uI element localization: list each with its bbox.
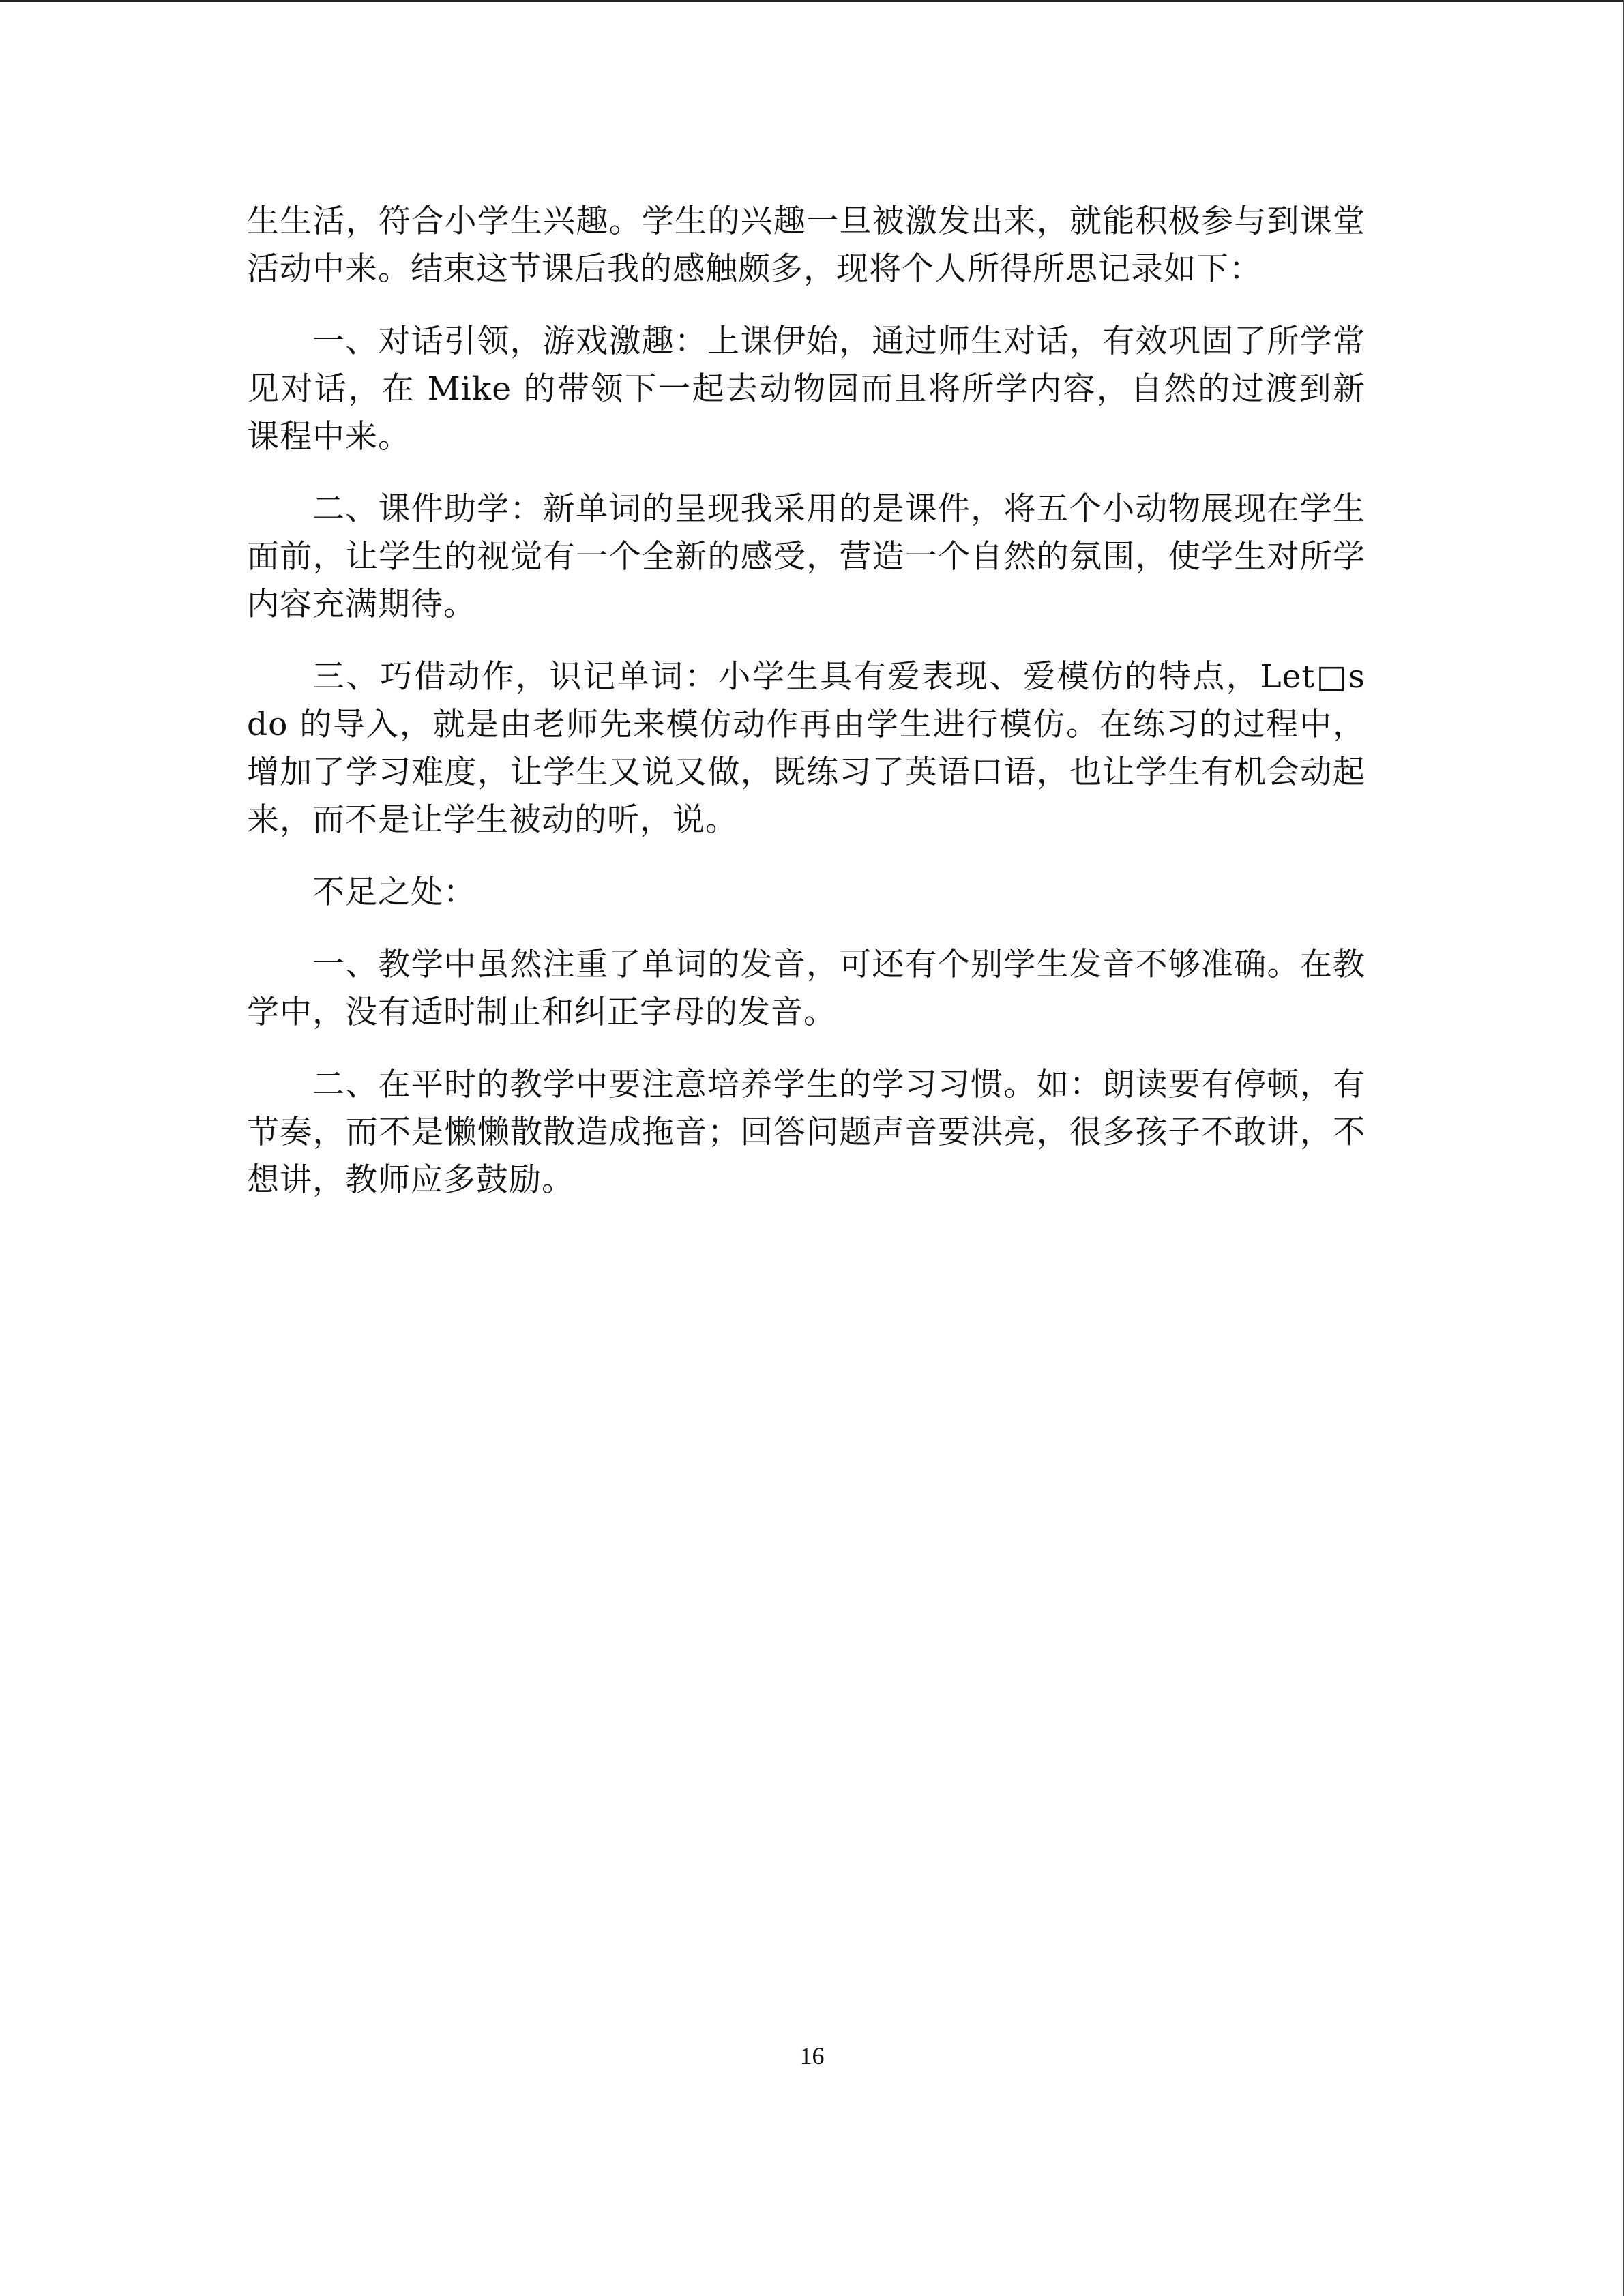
paragraph-courseware: 二、课件助学：新单词的呈现我采用的是课件，将五个小动物展现在学生面前，让学生的视觉有一个全新的感受，营造一个自然的氛围，使学生对所学内容充满期待。 [247, 490, 1365, 623]
top-border-line [0, 0, 1624, 2]
page-number: 16 [799, 2042, 825, 2070]
paragraph-dialogue-lead: 一、对话引领，游戏激趣：上课伊始，通过师生对话，有效巩固了所学常见对话，在 Mike 的带领下一起去动物园而且将所学内容，自然的过渡到新课程中来。 [247, 323, 1365, 456]
paragraph-continuation: 生生活，符合小学生兴趣。学生的兴趣一旦被激发出来，就能积极参与到课堂活动中来。结束这节课后我的感触颇多，现将个人所得所思记录如下： [247, 203, 1365, 288]
paragraph-actions-vocabulary: 三、巧借动作，识记单词：小学生具有爱表现、爱模仿的特点，Let□s do 的导入，就是由老师先来模仿动作再由学生进行模仿。在练习的过程中，增加了学习难度，让学生又说又做，既练习了英语口语，也让学生有机会动起来，而不是让学生被动的听，说。 [247, 658, 1365, 839]
heading-shortcomings: 不足之处： [312, 874, 476, 911]
paragraph-pronunciation: 一、教学中虽然注重了单词的发音，可还有个别学生发音不够准确。在教学中，没有适时制止和纠正字母的发音。 [247, 946, 1365, 1031]
document-body [247, 198, 1365, 1229]
paragraph-study-habits: 二、在平时的教学中要注意培养学生的学习习惯。如：朗读要有停顿，有节奏，而不是懒懒散散造成拖音；回答问题声音要洪亮，很多孩子不敢讲，不想讲，教师应多鼓励。 [247, 1066, 1365, 1199]
